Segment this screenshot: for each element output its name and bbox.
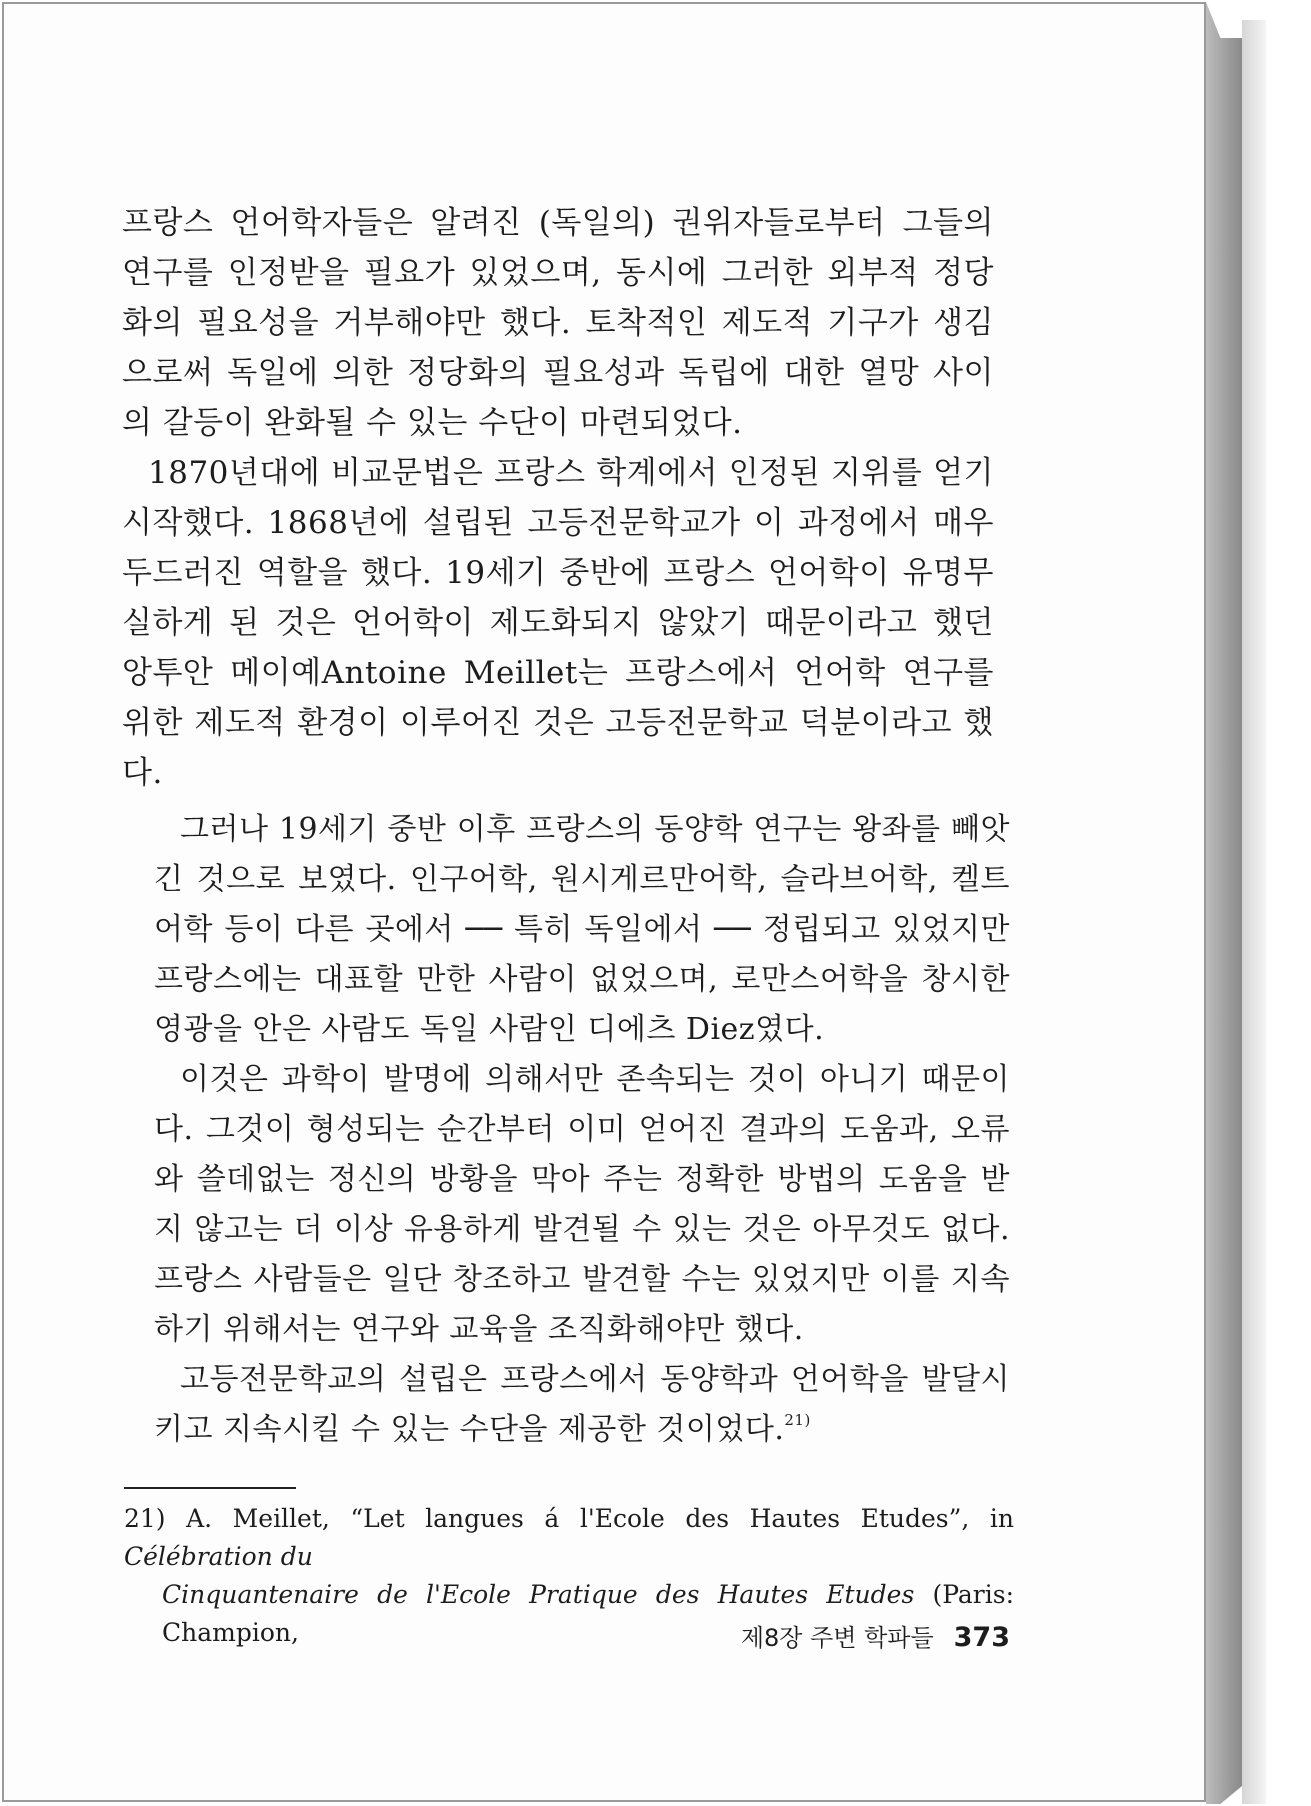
body-paragraph: 1870년대에 비교문법은 프랑스 학계에서 인정된 지위를 얻기 시작했다. 1868년에 설립된 고등전문학교가 이 과정에서 매우 두드러진 역할을 했다. 19세기 중반에 프랑스 언어학이 유명무실하게 된 것은 언어학이 제도화되지 않았기 때문이라고 했던 앙투안 메이예Antoine Meillet는 프랑스에서 언어학 연구를 위한 제도적 환경이 이루어진 것은 고등전문학교 덕분이라고 했다.	[122, 455, 994, 791]
quote-paragraph	[154, 1355, 1010, 1455]
quote-paragraph: 그러나 19세기 중반 이후 프랑스의 동양학 연구는 왕좌를 빼앗긴 것으로 보였다. 인구어학, 원시게르만어학, 슬라브어학, 켈트어학 등이 다른 곳에서 ── 특히 독일에서 ── 정립되고 있었지만 프랑스에는 대표할 만한 사람이 없었으며, 로만스어학을 창시한 영광을 안은 사람도 독일 사람인 디에츠 Diez였다.	[154, 812, 1010, 1047]
footnote-reference[interactable]: 21)	[784, 1411, 811, 1429]
footnote-text: A. Meillet, “Let langues á l'Ecole des Hautes Etudes”, in	[186, 1504, 1014, 1533]
page-edge	[1206, 2, 1242, 1804]
block-quote	[154, 805, 1010, 1455]
quote-paragraph-text: 고등전문학교의 설립은 프랑스에서 동양학과 언어학을 발달시키고 지속시킬 수 있는 수단을 제공한 것이었다.	[154, 1362, 1010, 1447]
footnote-divider	[124, 1487, 296, 1489]
main-body	[122, 198, 994, 798]
footnote-title: Célébration du	[124, 1542, 313, 1571]
page-edge-shadow	[1242, 20, 1266, 1804]
footnote-number: 21)	[124, 1504, 166, 1533]
body-paragraph: 프랑스 언어학자들은 알려진 (독일의) 권위자들로부터 그들의 연구를 인정받을 필요가 있었으며, 동시에 그러한 외부적 정당화의 필요성을 거부해야만 했다. 토착적인 제도적 기구가 생김으로써 독일에 의한 정당화의 필요성과 독립에 대한 열망 사이의 갈등이 완화될 수 있는 수단이 마련되었다.	[122, 205, 994, 441]
footnote-title: Cinquantenaire de l'Ecole Pratique des Hautes Etudes	[162, 1580, 915, 1609]
chapter-title: 제8장 주변 학파들	[740, 1624, 934, 1652]
footnote-text: (Paris: Champion,	[162, 1580, 1014, 1647]
running-footer	[741, 1618, 1010, 1653]
page-number: 373	[953, 1622, 1010, 1653]
quote-paragraph: 이것은 과학이 발명에 의해서만 존속되는 것이 아니기 때문이다. 그것이 형성되는 순간부터 이미 얻어진 결과의 도움과, 오류와 쓸데없는 정신의 방황을 막아 주는 정확한 방법의 도움을 받지 않고는 더 이상 유용하게 발견될 수 있는 것은 아무것도 없다. 프랑스 사람들은 일단 창조하고 발견할 수는 있었지만 이를 지속하기 위해서는 연구와 교육을 조직화해야만 했다.	[154, 1062, 1010, 1347]
